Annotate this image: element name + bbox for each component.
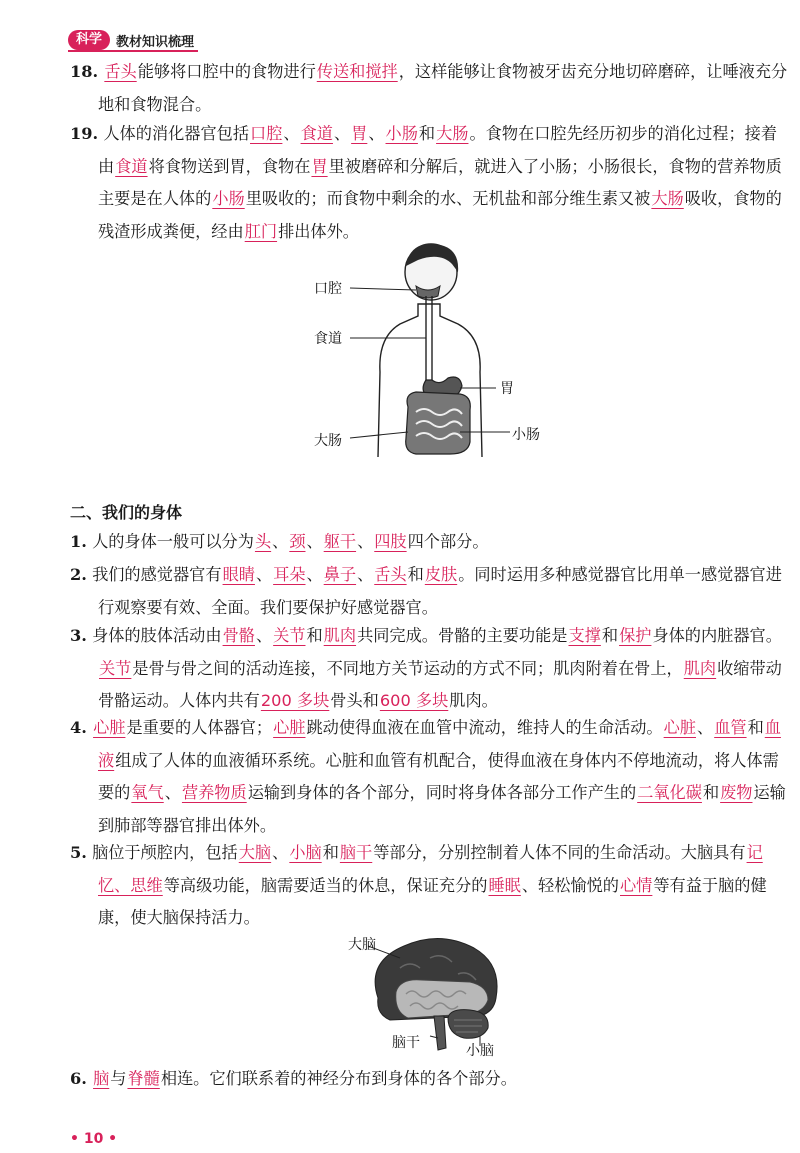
item-4 <box>70 712 792 842</box>
answer: 胃 <box>311 156 328 176</box>
answer: 关节 <box>99 658 132 678</box>
subject-badge: 科学 <box>68 30 110 50</box>
text: 、 <box>357 532 374 551</box>
answer: 小脑 <box>289 843 322 862</box>
answer: 保护 <box>619 626 652 645</box>
text: 、 <box>333 124 351 143</box>
answer: 支撑 <box>568 626 601 645</box>
question-number: 19. <box>70 124 99 143</box>
text: 身体的内脏器官。 <box>652 626 782 645</box>
item-number: 4. <box>70 718 87 737</box>
answer: 肛门 <box>244 221 278 241</box>
label-stomach: 胃 <box>500 381 514 397</box>
label-esophagus: 食道 <box>314 331 342 347</box>
label-mouth: 口腔 <box>314 281 342 297</box>
item-1 <box>70 526 792 559</box>
answer: 废物 <box>720 783 753 802</box>
answer: 骨骼 <box>222 626 255 645</box>
text: 、 <box>272 532 289 551</box>
question-19 <box>70 118 792 248</box>
text: 身体的肢体活动由 <box>92 626 222 645</box>
answer: 脑干 <box>339 843 373 862</box>
answer: 睡眠 <box>488 875 521 895</box>
text: 人的身体一般可以分为 <box>92 532 254 551</box>
answer: 脊髓 <box>127 1069 160 1088</box>
answer: 心脏 <box>663 718 696 737</box>
text: 组成了人体的血液循环系统。心脏和血管有机配合，使得血液在身体内不停地流动，将人体需要的 <box>98 750 779 802</box>
answer: 头 <box>254 532 272 551</box>
text: 。食物在口腔先经历初步的消化过程；接着由 <box>98 124 778 176</box>
answer: 皮肤 <box>424 565 458 584</box>
page-header <box>68 29 194 51</box>
text: 和 <box>601 626 619 645</box>
text: 我们的感觉器官有 <box>92 565 222 584</box>
answer: 营养物质 <box>181 783 247 802</box>
answer: 血管 <box>714 718 747 737</box>
answer: 肌肉 <box>683 658 717 678</box>
item-number: 3. <box>70 626 87 645</box>
answer: 心情 <box>620 875 653 895</box>
text: 和 <box>747 718 764 737</box>
text: 将食物送到胃，食物在 <box>148 156 311 176</box>
answer: 耳朵 <box>273 565 306 584</box>
text: ，这样能够让食物被牙齿充分地切碎磨碎，让唾液充分地和食物混合。 <box>98 62 788 114</box>
text: 运输到身体的各个部分，同时将身体各部分工作产生的 <box>247 783 637 802</box>
answer: 关节 <box>273 626 306 645</box>
answer: 食道 <box>300 124 333 143</box>
answer: 脑 <box>93 1069 110 1088</box>
label-large-intestine: 大肠 <box>314 433 342 449</box>
answer: 200 多块 <box>260 691 330 710</box>
text: 、 <box>272 843 289 862</box>
text: 和 <box>322 843 339 862</box>
text: 肌肉。 <box>449 691 498 710</box>
text: 和 <box>407 565 424 584</box>
text: 和 <box>306 626 323 645</box>
text: 人体的消化器官包括 <box>103 124 250 143</box>
answer: 心脏 <box>273 718 306 737</box>
text: 吸收，食物的残渣形成粪便，经由 <box>98 189 782 241</box>
answer: 血液 <box>98 718 781 770</box>
label-cerebellum: 小脑 <box>466 1043 494 1059</box>
answer: 鼻子 <box>323 565 357 584</box>
text: 、 <box>697 718 714 737</box>
text: 、 <box>306 565 323 584</box>
text: 收缩带动骨骼运动。人体内共有 <box>98 658 782 710</box>
text: 共同完成。骨骼的主要功能是 <box>357 626 568 645</box>
text: 和 <box>418 124 436 143</box>
question-number: 18. <box>70 62 99 81</box>
text: 、 <box>357 565 374 584</box>
item-3 <box>70 620 792 718</box>
label-brainstem: 脑干 <box>392 1035 420 1051</box>
label-cerebrum: 大脑 <box>348 937 376 953</box>
text: 与 <box>110 1069 127 1088</box>
text: 、 <box>164 783 181 802</box>
answer: 眼睛 <box>222 565 255 584</box>
text: 能够将口腔中的食物进行 <box>137 62 316 81</box>
text: 是骨与骨之间的活动连接，不同地方关节运动的方式不同；肌肉附着在骨上， <box>132 658 683 678</box>
answer: 舌头 <box>374 565 407 584</box>
item-5 <box>70 837 792 935</box>
text: 、轻松愉悦的 <box>521 875 619 895</box>
question-18 <box>70 56 792 121</box>
answer: 口腔 <box>250 124 283 143</box>
text: 里被磨碎和分解后，就进入了小肠；小肠很长，食物的营养物质主要是在人体的 <box>98 156 782 208</box>
answer: 四肢 <box>374 532 407 551</box>
answer: 600 多块 <box>379 691 449 710</box>
text: 运输到肺部等器官排出体外。 <box>98 783 786 835</box>
answer: 大肠 <box>436 124 469 143</box>
text: 脑位于颅腔内，包括 <box>92 843 238 862</box>
item-2 <box>70 559 792 624</box>
digestive-system-figure <box>300 242 540 472</box>
text: 跳动使得血液在血管中流动，维持人的生命活动。 <box>306 718 663 737</box>
page-number: • 10 • <box>70 1131 118 1147</box>
item-number: 6. <box>70 1069 87 1088</box>
section-title: 二、我们的身体 <box>70 503 183 522</box>
text: 等部分，分别控制着人体不同的生命活动。大脑具有 <box>373 843 746 862</box>
text: 、 <box>283 124 300 143</box>
text: 、 <box>255 626 273 645</box>
text: 四个部分。 <box>407 532 489 551</box>
item-6 <box>70 1063 792 1096</box>
text: 。同时运用多种感觉器官比用单一感觉器官进行观察要有效、全面。我们要保护好感觉器官。 <box>98 565 782 617</box>
answer: 大脑 <box>238 843 272 862</box>
text: 里吸收的；而食物中剩余的水、无机盐和部分维生素又被 <box>245 189 651 208</box>
answer: 躯干 <box>323 532 357 551</box>
text: 是重要的人体器官； <box>126 718 273 737</box>
answer: 舌头 <box>104 62 137 81</box>
answer: 记忆、思维 <box>98 843 763 895</box>
text: 、 <box>306 532 323 551</box>
text: 等有益于脑的健康，使大脑保持活力。 <box>98 875 767 927</box>
answer: 大肠 <box>651 189 684 208</box>
text: 和 <box>702 783 720 802</box>
header-title: 教材知识梳理 <box>116 34 195 50</box>
text: 骨头和 <box>330 691 379 710</box>
answer: 小肠 <box>385 124 418 143</box>
item-number: 5. <box>70 843 87 862</box>
answer: 心脏 <box>93 718 126 737</box>
answer: 二氧化碳 <box>637 783 702 802</box>
answer: 传送和搅拌 <box>316 62 398 81</box>
answer: 氧气 <box>131 783 164 802</box>
text: 相连。它们联系着的神经分布到身体的各个部分。 <box>160 1069 517 1088</box>
text: 、 <box>255 565 273 584</box>
header-rule <box>68 50 198 52</box>
item-number: 2. <box>70 565 87 584</box>
answer: 食道 <box>115 156 148 176</box>
text: 等高级功能，脑需要适当的休息，保证充分的 <box>163 875 488 895</box>
answer: 肌肉 <box>323 626 357 645</box>
answer: 胃 <box>351 124 368 143</box>
answer: 颈 <box>289 532 306 551</box>
item-number: 1. <box>70 532 87 551</box>
brain-figure <box>330 928 520 1063</box>
label-small-intestine: 小肠 <box>512 427 540 443</box>
text: 、 <box>368 124 385 143</box>
text: 排出体外。 <box>278 221 359 241</box>
answer: 小肠 <box>212 189 245 208</box>
